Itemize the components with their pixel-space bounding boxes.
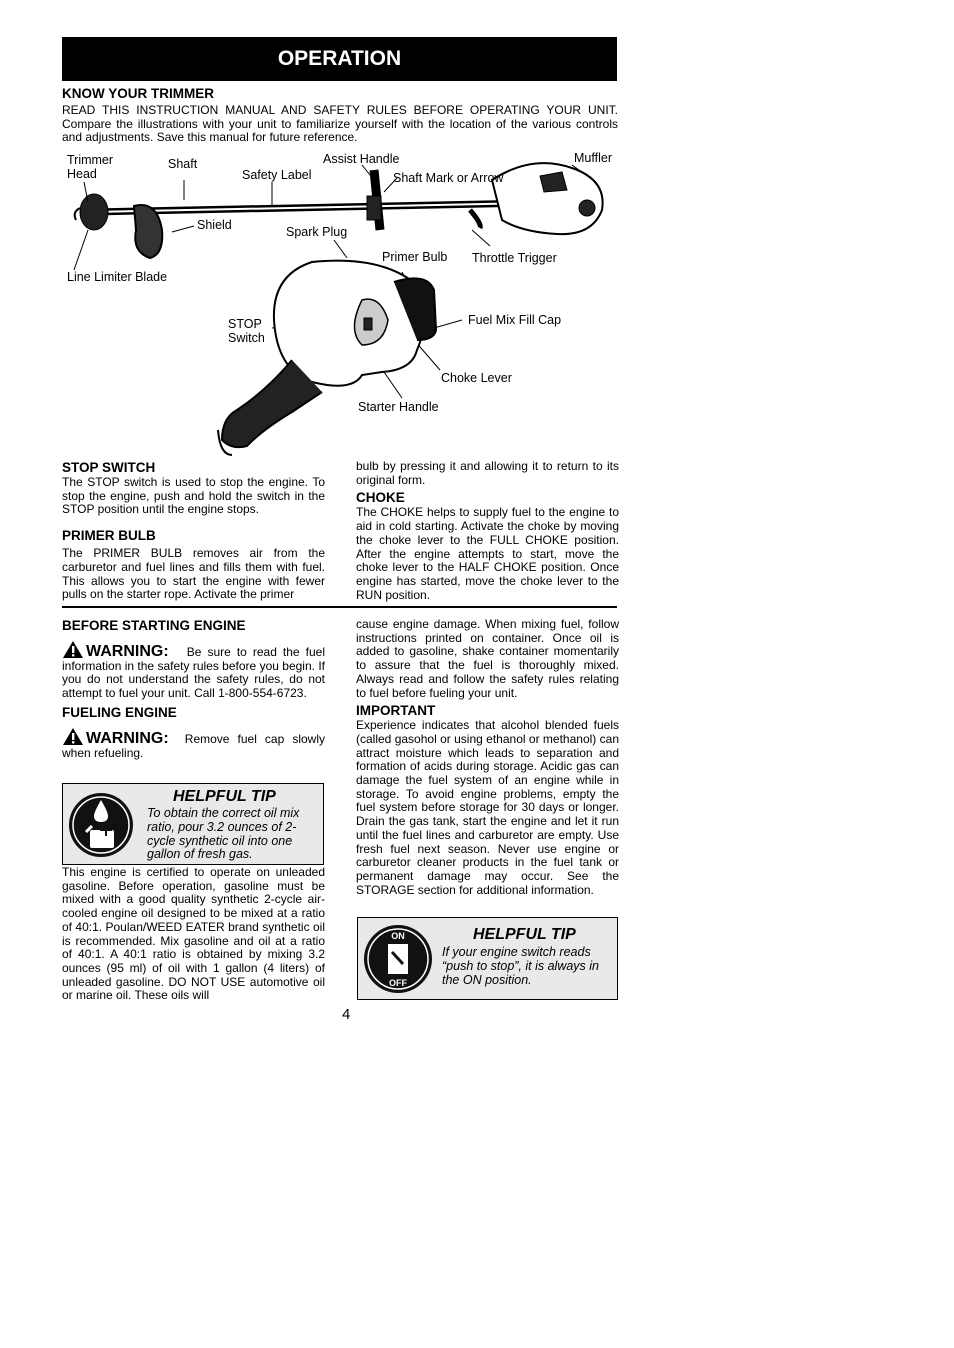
fueling-continued: cause engine damage. When mixing fuel, follow instructions printed on container. Once oil is added to gasoline, shake container momentarily to assure that the fuel is thoroughly mixed. Always read and follow the safety rules relating to fuel before fueling your unit. xyxy=(356,617,619,700)
label-trimmer-head: Trimmer Head xyxy=(67,153,114,181)
primer-bulb-continued: bulb by pressing it and allowing it to return to its original form. xyxy=(356,459,619,487)
label-muffler: Muffler xyxy=(574,151,612,165)
warning-label: WARNING: xyxy=(86,643,169,660)
label-assist-handle: Assist Handle xyxy=(323,152,400,166)
oil-mix-icon xyxy=(66,790,136,860)
label-fuel-cap: Fuel Mix Fill Cap xyxy=(468,313,562,327)
section-banner: OPERATION xyxy=(62,37,617,81)
choke-text: The CHOKE helps to supply fuel to the engine to aid in cold starting. Activate the choke by moving the choke lever to the FULL CHOKE position. After the engine attempts to start, move the choke lever to the HALF CHOKE position. Once engine has started, move the choke lever to the RUN position. xyxy=(356,505,619,602)
engine-illustration xyxy=(218,261,436,455)
tip-text: To obtain the correct oil mix ratio, pour 3.2 ounces of 2-cycle synthetic oil into one gallon of fresh gas. xyxy=(147,806,300,862)
label-throttle-trigger: Throttle Trigger xyxy=(472,251,557,265)
label-line-limiter: Line Limiter Blade xyxy=(67,270,168,284)
helpful-tip-switch xyxy=(357,917,618,1000)
right-column-upper xyxy=(356,460,619,602)
tip-text: If your engine switch reads “push to stop”, it is always in the ON position. xyxy=(442,945,600,987)
fueling-body: This engine is certified to operate on unleaded gasoline. Before operation, gasoline must be mixed with a good quality synthetic 2-cycle air-cooled engine oil designed to be mixed at a ratio of 40:1. Poulan/WEED EATER brand synthetic oil is recommended. Mix gasoline and oil at a ratio of 40:1. A 40:1 ratio is obtained by mixing 3.2 ounces (95 ml) of oil with 1 gallon (4 liters) of unleaded gasoline. DO NOT USE automotive oil or marine oil. These oils will xyxy=(62,865,325,1003)
tip-title: HELPFUL TIP xyxy=(473,926,576,943)
helpful-tip-fuel xyxy=(62,783,324,865)
label-shaft: Shaft xyxy=(168,157,198,171)
label-shaft-mark: Shaft Mark or Arrow xyxy=(393,171,504,185)
stop-switch-text: The STOP switch is used to stop the engine. To stop the engine, push and hold the switch in the STOP position until the engine stops. xyxy=(62,475,325,517)
warning-text: Be sure to read the fuel information in the safety rules before you begin. If you do not understand the safety rules, do not attempt to fuel your unit. Call 1-800-554-6723. xyxy=(62,645,325,701)
label-choke-lever: Choke Lever xyxy=(441,371,512,385)
switch-on-text: ON xyxy=(391,931,405,941)
switch-off-text: OFF xyxy=(389,978,407,988)
label-shield: Shield xyxy=(197,218,232,232)
important-text: Experience indicates that alcohol blended fuels (called gasohol or using ethanol or methanol) can attract moisture which leads to separation and formation of acids during storage. Acidic gas can damage the fuel system of an engine while in storage. To avoid engine problems, empty the fuel system before storage for 30 days or longer. Drain the gas tank, start the engine and let it run until the fuel lines and carburetor are empty. Use fresh fuel next season. Never use engine or carburetor cleaner products in the fuel tank or permanent damage may occur. See the STORAGE section for additional information. xyxy=(356,718,619,897)
label-stop-switch: STOP Switch xyxy=(228,317,265,345)
label-primer-bulb: Primer Bulb xyxy=(382,250,448,264)
page-number: 4 xyxy=(342,1006,351,1023)
section-divider xyxy=(62,606,617,608)
important-heading: IMPORTANT xyxy=(356,703,436,719)
know-trimmer-heading: KNOW YOUR TRIMMER xyxy=(62,86,214,101)
know-trimmer-text: READ THIS INSTRUCTION MANUAL AND SAFETY RULES BEFORE OPERATING YOUR UNIT. Compare the illustrations with your unit to familiarize yourself with the location of the various controls and adjustments. Save this manual for future reference. xyxy=(62,103,618,145)
stop-switch-heading: STOP SWITCH xyxy=(62,460,156,475)
on-off-switch-icon xyxy=(361,922,435,996)
choke-heading: CHOKE xyxy=(356,490,405,506)
primer-bulb-heading: PRIMER BULB xyxy=(62,528,156,544)
warning-text: Remove fuel cap slowly when refueling. xyxy=(62,731,325,760)
warning-label: WARNING: xyxy=(86,729,169,747)
trimmer-illustration xyxy=(75,163,603,258)
fueling-heading: FUELING ENGINE xyxy=(62,704,177,720)
warning-icon xyxy=(62,640,84,659)
left-column-upper xyxy=(62,460,325,602)
label-safety-label: Safety Label xyxy=(242,168,312,182)
trimmer-diagram xyxy=(62,150,622,460)
warning-icon xyxy=(62,727,84,746)
fueling-warning xyxy=(62,727,325,760)
primer-bulb-text: The PRIMER BULB removes air from the carburetor and fuel lines and fills them with fuel. This allows you to start the engine with fewer pulls on the starter rope. Activate the primer xyxy=(62,546,325,602)
before-start-warning xyxy=(62,640,325,701)
tip-title: HELPFUL TIP xyxy=(173,788,276,805)
right-column-lower xyxy=(356,618,619,897)
label-spark-plug: Spark Plug xyxy=(286,225,348,239)
label-starter-handle: Starter Handle xyxy=(358,400,439,414)
left-column-lower xyxy=(62,618,325,760)
before-start-heading: BEFORE STARTING ENGINE xyxy=(62,618,246,633)
